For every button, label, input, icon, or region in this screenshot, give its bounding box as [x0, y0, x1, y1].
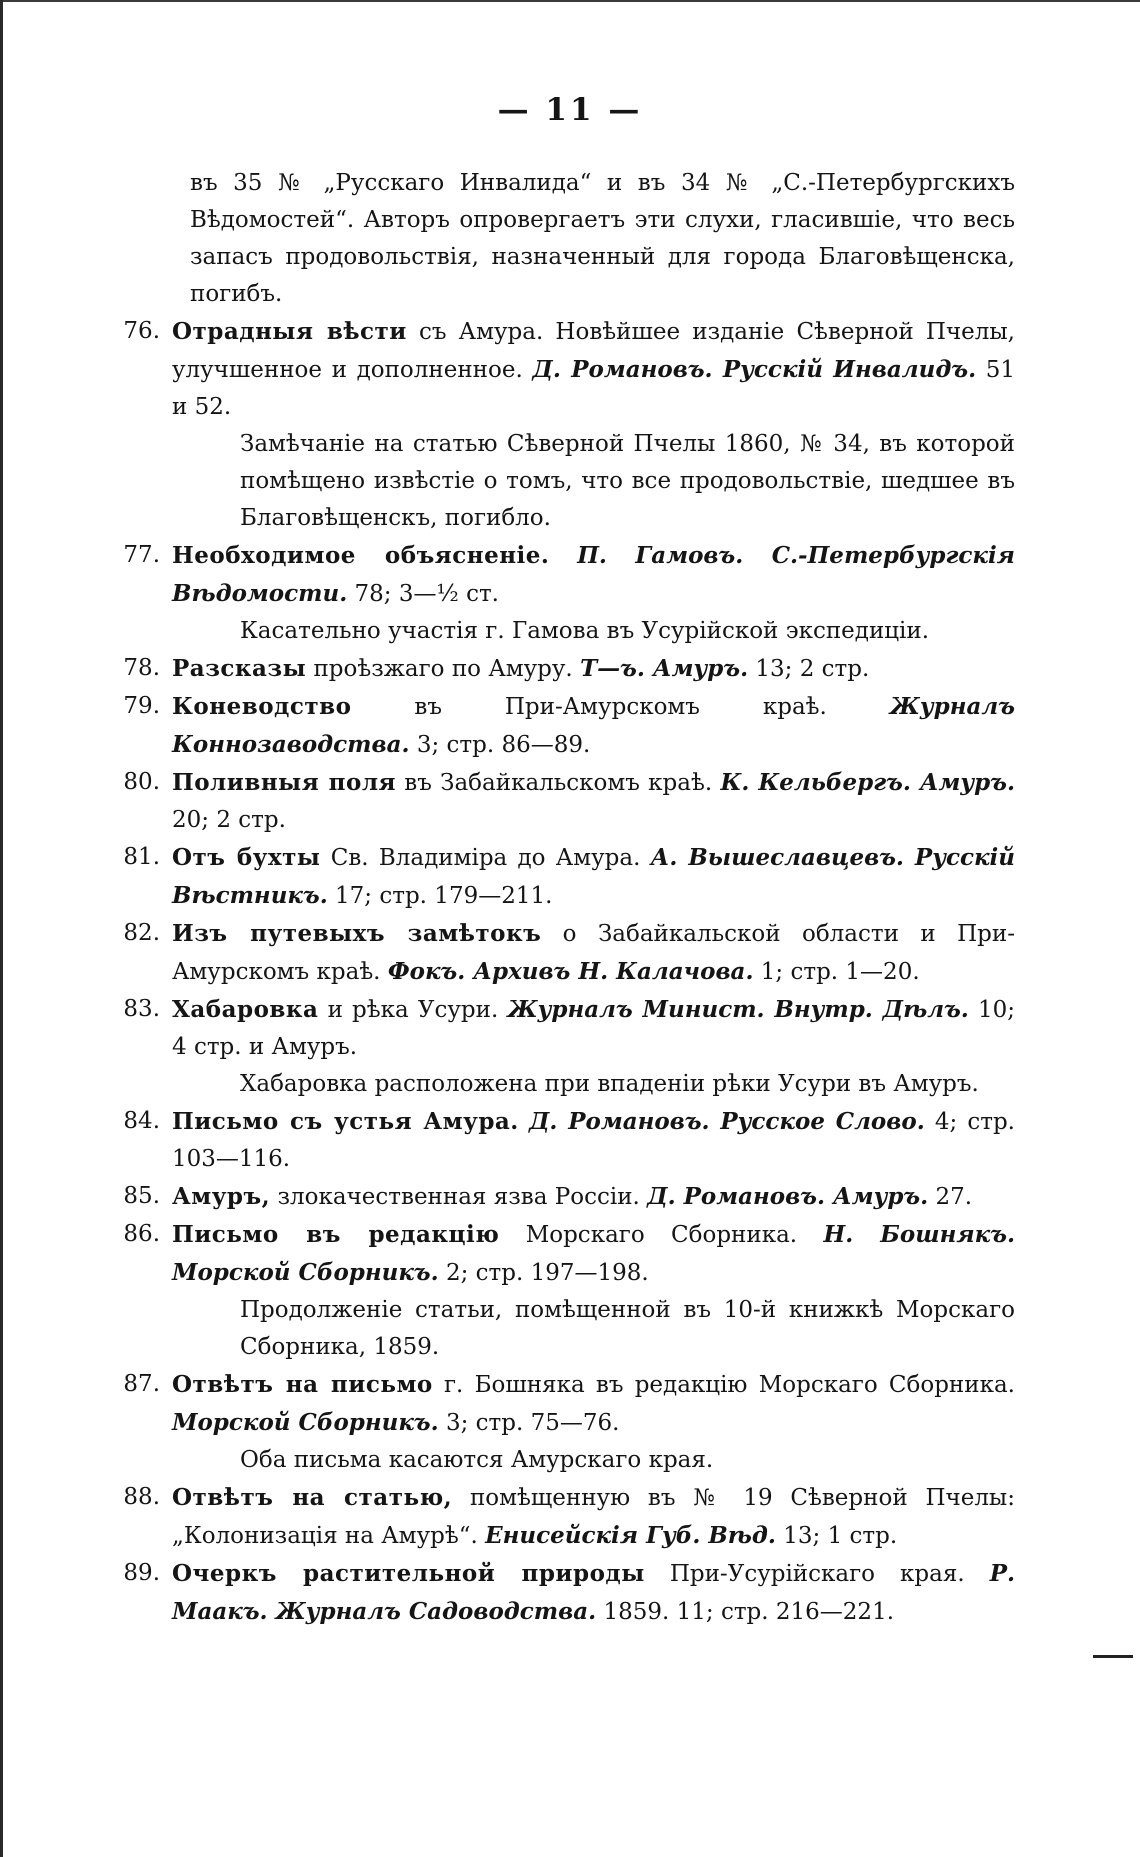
- entry-reference: 1; стр. 1—20.: [753, 959, 920, 985]
- entry-description: съ Амура. Новѣйшее изданіе Сѣверной Пчелы, улучшенное и дополненное.: [172, 319, 1015, 383]
- entry-title: Разсказы: [172, 655, 307, 682]
- entry-title: Необходимое объясненіе.: [172, 542, 550, 569]
- entry-title: Письмо съ устья Амура.: [172, 1108, 519, 1135]
- entry-description: [519, 1109, 529, 1135]
- entry-description: При-Усурійскаго края.: [644, 1561, 990, 1587]
- entry-number: 81.: [123, 844, 160, 870]
- entry-reference: 3; стр. 86—89.: [409, 732, 591, 758]
- entry-text: [172, 1103, 1015, 1178]
- entry-reference: 10; 4 стр. и Амуръ.: [172, 997, 1015, 1060]
- entry-description: Морскаго Сборника.: [499, 1222, 824, 1248]
- entry-number: 82.: [123, 920, 160, 946]
- entry-description: въ Забайкальскомъ краѣ.: [396, 770, 721, 796]
- entry-number: 86.: [123, 1221, 160, 1247]
- entry-annotation: Касательно участія г. Гамова въ Усурійской экспедиціи.: [240, 618, 930, 644]
- entry-source: А. Вышеславцевъ. Русскій Вѣстникъ.: [172, 844, 1015, 909]
- bibliography-entry: [90, 688, 1015, 764]
- bibliography-entry: [90, 1555, 1015, 1631]
- bibliography-entry: [90, 1178, 1015, 1216]
- entry-annotation: Хабаровка расположена при впаденіи рѣки Усури въ Амуръ.: [240, 1071, 979, 1097]
- entry-title: Коневодство: [172, 693, 352, 720]
- entry-text: [172, 313, 1015, 426]
- bibliography-entry: [90, 915, 1015, 991]
- entry-reference: 13; 1 стр.: [775, 1523, 898, 1549]
- bibliography-entry: [90, 1479, 1015, 1555]
- entry-source: Р. Маакъ. Журналъ Садоводства.: [172, 1560, 1015, 1625]
- entry-text: [172, 991, 1015, 1066]
- entry-description: о Забайкальской области и При-Амурскомъ краѣ.: [172, 921, 1015, 985]
- entry-number: 85.: [123, 1183, 160, 1209]
- bibliography-entry: [90, 1216, 1015, 1292]
- entry-title: Очеркъ растительной природы: [172, 1560, 645, 1587]
- entry-reference: 27.: [928, 1184, 973, 1210]
- entry-description: помѣщенную въ № 19 Сѣверной Пчелы: „Колонизація на Амурѣ“.: [172, 1485, 1015, 1549]
- entry-description: проѣзжаго по Амуру.: [306, 656, 581, 682]
- entry-reference: 2; стр. 197—198.: [438, 1260, 649, 1286]
- entry-source: К. Кельбергъ. Амуръ.: [720, 769, 1015, 796]
- entry-text: [172, 1366, 1015, 1442]
- entry-reference: 3; стр. 75—76.: [438, 1410, 620, 1436]
- entry-text: [172, 537, 1015, 613]
- entry-text: [172, 1178, 1015, 1216]
- entry-text: [172, 839, 1015, 915]
- bibliography-entry: [90, 650, 1015, 688]
- bibliography-content: [90, 165, 1015, 1631]
- entry-source: Журналъ Минист. Внутр. Дѣлъ.: [507, 996, 969, 1023]
- entry-title: Отрадныя вѣсти: [172, 318, 407, 345]
- entry-number: 76.: [123, 318, 160, 344]
- entry-number: 88.: [123, 1484, 160, 1510]
- bibliography-entry: [90, 1103, 1015, 1178]
- entry-title: Отвѣтъ на письмо: [172, 1371, 433, 1398]
- entry-title: Отъ бухты: [172, 844, 321, 871]
- entry-reference: 17; стр. 179—211.: [327, 883, 553, 909]
- bibliography-entry: [90, 313, 1015, 426]
- bibliography-entry: [90, 764, 1015, 839]
- entry-source: Н. Бошнякъ. Морской Сборникъ.: [172, 1221, 1015, 1286]
- entry-number: 79.: [123, 693, 160, 719]
- entry-title: Письмо въ редакцію: [172, 1221, 500, 1248]
- entry-text: [172, 764, 1015, 839]
- entry-title: Хабаровка: [172, 996, 319, 1023]
- entry-source: Д. Романовъ. Русскій Инвалидъ.: [532, 356, 977, 383]
- entry-reference: 13; 2 стр.: [748, 656, 870, 682]
- bibliography-entry: [90, 991, 1015, 1066]
- entry-reference: 4; стр. 103—116.: [172, 1109, 1015, 1172]
- entry-title: Изъ путевыхъ замѣтокъ: [172, 920, 542, 947]
- entry-title: Отвѣтъ на статью,: [172, 1484, 453, 1511]
- entry-description: [549, 543, 577, 569]
- entry-annotation: Продолженіе статьи, помѣщенной въ 10-й книжкѣ Морскаго Сборника, 1859.: [240, 1297, 1015, 1360]
- entry-title: Амуръ,: [172, 1183, 271, 1210]
- entry-source: Фокъ. Архивъ Н. Калачова.: [387, 958, 754, 985]
- margin-dash: [1093, 1655, 1133, 1658]
- entry-number: 89.: [123, 1560, 160, 1586]
- entry-description: г. Бошняка въ редакцію Морскаго Сборника.: [432, 1372, 1015, 1398]
- entry-description: и рѣка Усури.: [318, 997, 508, 1023]
- page-edge: [0, 0, 3, 1857]
- bibliography-entry: [90, 1366, 1015, 1442]
- entry-text: [172, 1216, 1015, 1292]
- entry-reference: 20; 2 стр.: [172, 807, 286, 833]
- entry-number: 84.: [123, 1108, 160, 1134]
- entry-source: Морской Сборникъ.: [172, 1409, 439, 1436]
- bibliography-entry: [90, 537, 1015, 613]
- entry-source: Енисейскія Губ. Вѣд.: [485, 1522, 776, 1549]
- entry-list: [90, 313, 1015, 1631]
- entry-number: 77.: [123, 542, 160, 568]
- entry-source: Д. Романовъ. Русское Слово.: [528, 1108, 925, 1135]
- entry-description: въ При-Амурскомъ краѣ.: [351, 694, 890, 720]
- continued-note: въ 35 № „Русскаго Инвалида“ и въ 34 № „С.-Петербургскихъ Вѣдомостей“. Авторъ опровергаетъ эти слухи, гласившіе, что весь запасъ продовольствія, назначенный для города Благовѣщенска, погибъ.: [190, 170, 1015, 307]
- entry-text: [172, 650, 1015, 688]
- entry-annotation: Оба письма касаются Амурскаго края.: [240, 1447, 714, 1473]
- entry-text: [172, 688, 1015, 764]
- page-number: — 11 —: [497, 92, 643, 128]
- entry-description: злокачественная язва Россіи.: [270, 1184, 648, 1210]
- entry-number: 87.: [123, 1371, 160, 1397]
- entry-number: 80.: [123, 769, 160, 795]
- entry-reference: 1859. 11; стр. 216—221.: [596, 1599, 895, 1625]
- entry-text: [172, 1555, 1015, 1631]
- entry-reference: 78; 3—½ ст.: [347, 581, 499, 607]
- entry-reference: 51 и 52.: [172, 357, 1015, 420]
- entry-annotation: Замѣчаніе на статью Сѣверной Пчелы 1860, № 34, въ которой помѣщено извѣстіе о томъ, что все продовольствіе, шедшее въ Благовѣщенскъ, погибло.: [240, 431, 1015, 531]
- bibliography-entry: [90, 839, 1015, 915]
- entry-number: 78.: [123, 655, 160, 681]
- entry-title: Поливныя поля: [172, 769, 397, 796]
- entry-text: [172, 1479, 1015, 1555]
- entry-description: Св. Владиміра до Амура.: [320, 845, 651, 871]
- entry-source: Д. Романовъ. Амуръ.: [647, 1183, 929, 1210]
- entry-source: Т—ъ. Амуръ.: [580, 655, 749, 682]
- top-rule: [0, 0, 1140, 2]
- entry-source: П. Гамовъ. С.-Петербургскія Вѣдомости.: [172, 542, 1015, 607]
- entry-source: Журналъ Коннозаводства.: [172, 693, 1015, 758]
- entry-text: [172, 915, 1015, 991]
- entry-number: 83.: [123, 996, 160, 1022]
